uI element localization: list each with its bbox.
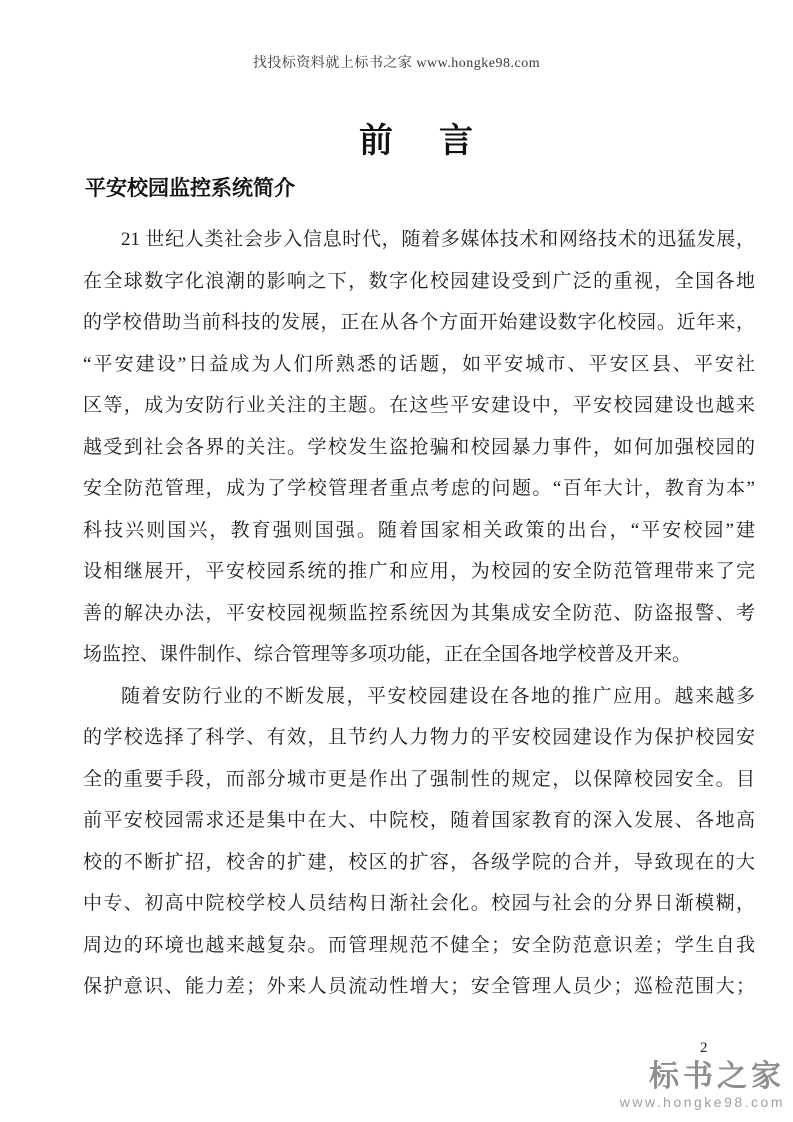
watermark (620, 1060, 785, 1111)
section-heading: 平安校园监控系统简介 (85, 177, 295, 200)
document-title: 前 言 (359, 123, 479, 160)
paragraph-line: 21 世纪人类社会步入信息时代，随着多媒体技术和网络技术的迅猛发展， (121, 229, 755, 250)
paragraph-1 (83, 219, 755, 676)
paragraph-line: 在全球数字化浪潮的影响之下，数字化校园建设受到广泛的重视，全国各地 (83, 270, 755, 292)
paragraph-line: 善的解决办法，平安校园视频监控系统因为其集成安全防范、防盗报警、考 (83, 602, 755, 624)
page-number: 2 (700, 1040, 708, 1056)
page-header-watermark-text: 找投标资料就上标书之家 www.hongke98.com (252, 56, 541, 71)
paragraph-line: 保护意识、能力差；外来人员流动性增大；安全管理人员少；巡检范围大； (83, 976, 755, 997)
document-body (83, 219, 755, 1008)
paragraph-line: 的学校借助当前科技的发展，正在从各个方面开始建设数字化校园。近年来， (83, 312, 755, 333)
paragraph-line: 的学校选择了科学、有效，且节约人力物力的平安校园建设作为保护校园安 (83, 727, 755, 748)
watermark-site-url: www.hongke98.com (619, 1094, 785, 1110)
paragraph-line: 场监控、课件制作、综合管理等多项功能，正在全国各地学校普及开来。 (83, 644, 692, 665)
paragraph-line: 区等，成为安防行业关注的主题。在这些平安建设中，平安校园建设也越来 (83, 395, 755, 416)
paragraph-line: 安全防范管理，成为了学校管理者重点考虑的问题。“百年大计，教育为本” (83, 478, 755, 499)
paragraph-line: 科技兴则国兴，教育强则国强。随着国家相关政策的出台，“平安校园”建 (83, 519, 755, 541)
paragraph-line: 校的不断扩招，校舍的扩建，校区的扩容，各级学院的合并，导致现在的大 (83, 851, 755, 873)
paragraph-line: “平安建设”日益成为人们所熟悉的话题，如平安城市、平安区县、平安社 (83, 353, 755, 375)
paragraph-line: 随着安防行业的不断发展，平安校园建设在各地的推广应用。越来越多 (121, 685, 755, 707)
paragraph-2 (83, 676, 755, 1008)
paragraph-line: 周边的环境也越来越复杂。而管理规范不健全；安全防范意识差；学生自我 (83, 934, 755, 956)
watermark-logo-text: 标书之家 (649, 1060, 785, 1093)
paragraph-line: 设相继展开，平安校园系统的推广和应用，为校园的安全防范管理带来了完 (83, 561, 755, 582)
paragraph-line: 全的重要手段，而部分城市更是作出了强制性的规定，以保障校园安全。目 (83, 768, 755, 790)
paragraph-line: 前平安校园需求还是集中在大、中院校，随着国家教育的深入发展、各地高 (83, 810, 755, 831)
paragraph-line: 中专、初高中院校学校人员结构日渐社会化。校园与社会的分界日渐模糊， (83, 893, 755, 914)
paragraph-line: 越受到社会各界的关注。学校发生盗抢骗和校园暴力事件，如何加强校园的 (83, 436, 755, 458)
